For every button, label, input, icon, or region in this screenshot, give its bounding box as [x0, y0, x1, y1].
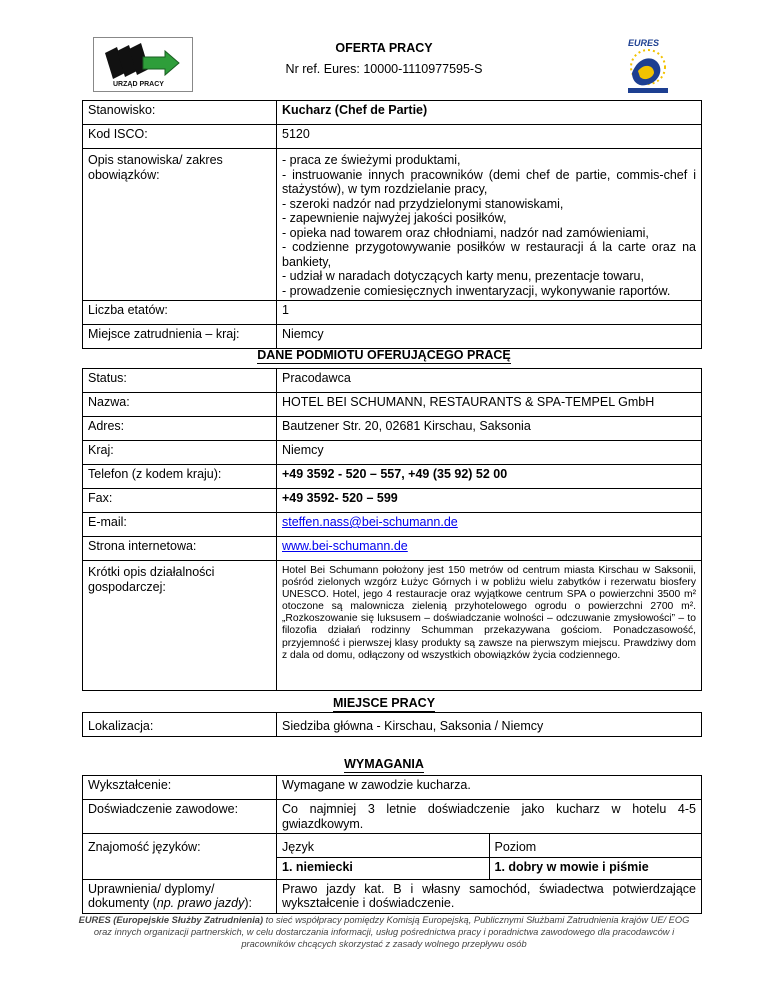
duties-label: Opis stanowiska/ zakres obowiązków: [83, 149, 277, 301]
list-item: - zapewnienie najwyżej jakości posiłków, [282, 211, 507, 225]
email-link[interactable]: steffen.nass@bei-schumann.de [282, 515, 458, 529]
education-label: Wykształcenie: [83, 776, 277, 800]
website-link[interactable]: www.bei-schumann.de [282, 539, 408, 553]
description-label: Krótki opis działalności gospodarczej: [83, 561, 277, 691]
employer-section-title: DANE PODMIOTU OFERUJĄCEGO PRACĘ [257, 348, 511, 362]
table-row [83, 325, 702, 349]
licenses-label-part-b: ): [244, 896, 252, 910]
table-row [83, 800, 702, 834]
status-label: Status: [83, 369, 277, 393]
list-item: - udział w naradach dotyczących karty menu, prezentacje towaru, [282, 269, 644, 283]
table-row [83, 465, 702, 489]
offer-table [82, 100, 702, 349]
table-row [83, 537, 702, 561]
position-value: Kucharz (Chef de Partie) [277, 101, 702, 125]
level-1: 1. dobry w mowie i piśmie [489, 857, 702, 879]
location-value: Siedziba główna - Kirschau, Saksonia / Niemcy [277, 713, 702, 737]
language-column-header: Język [277, 834, 490, 858]
phone-value: +49 3592 - 520 – 557, +49 (35 92) 52 00 [277, 465, 702, 489]
email-label: E-mail: [83, 513, 277, 537]
licenses-label-example: np. prawo jazdy [156, 896, 245, 910]
list-item: - instruowanie innych pracowników (demi chef de partie, commis-chef i stażystów), w tym rozdzielanie pracy, [282, 167, 696, 196]
email-cell [277, 513, 702, 537]
table-row [83, 713, 702, 737]
eures-footer-note [70, 914, 698, 950]
location-label: Lokalizacja: [83, 713, 277, 737]
footer-text: to sieć współpracy pomiędzy Komisją Europejską, Publicznymi Służbami Zatrudnienia krajów UE/ EOG oraz innych organizacji partnerskich, w celu dostarczania informacji, usług pośrednictwa pracy i poradnictwa zawodowego dla pracodawców i pracowników chcących skorzystać z zasady wolnego przepływu osób [93, 915, 690, 949]
footer-bold: EURES (Europejskie Służby Zatrudnienia) [78, 915, 264, 925]
licenses-value: Prawo jazdy kat. B i własny samochód, świadectwa potwierdzające wykształcenie i doświadczenie. [277, 879, 702, 913]
country-label: Miejsce zatrudnienia – kraj: [83, 325, 277, 349]
licenses-label-part-a: Uprawnienia/ dyplomy/ dokumenty ( [88, 881, 215, 910]
posts-value: 1 [277, 301, 702, 325]
name-label: Nazwa: [83, 393, 277, 417]
reference-number: Nr ref. Eures: 10000-1110977595-S [285, 62, 483, 76]
table-row [83, 149, 702, 301]
table-row [83, 101, 702, 125]
table-row [83, 301, 702, 325]
country-value: Niemcy [277, 325, 702, 349]
languages-label: Znajomość języków: [83, 834, 277, 880]
workplace-table [82, 712, 702, 737]
document-title: OFERTA PRACY [335, 41, 433, 55]
address-label: Adres: [83, 417, 277, 441]
eures-logo-text: EURES [628, 38, 660, 48]
list-item: - prowadzenie comiesięcznych inwentaryzacji, wykonywanie raportów. [282, 283, 671, 298]
table-row [83, 513, 702, 537]
experience-label: Doświadczenie zawodowe: [83, 800, 277, 834]
employer-country-value: Niemcy [277, 441, 702, 465]
workplace-section-title: MIEJSCE PRACY [332, 696, 436, 710]
list-item: - szeroki nadzór nad przydzielonymi stanowiskami, [282, 196, 564, 211]
fax-value: +49 3592- 520 – 599 [277, 489, 702, 513]
employer-country-label: Kraj: [83, 441, 277, 465]
website-cell [277, 537, 702, 561]
table-row [83, 441, 702, 465]
experience-value: Co najmniej 3 letnie doświadczenie jako kucharz w hotelu 4-5 gwiazdkowym. [277, 800, 702, 834]
isco-value: 5120 [277, 125, 702, 149]
posts-label: Liczba etatów: [83, 301, 277, 325]
name-value: HOTEL BEI SCHUMANN, RESTAURANTS & SPA-TEMPEL GmbH [277, 393, 702, 417]
duties-list [277, 149, 702, 301]
table-row [83, 417, 702, 441]
list-item: - codzienne przygotowywanie posiłków w restauracji á la carte oraz na bankiety, [282, 240, 696, 269]
table-row [83, 879, 702, 913]
requirements-section-title: WYMAGANIA [344, 757, 424, 771]
level-column-header: Poziom [489, 834, 702, 858]
logo-text: URZĄD PRACY [113, 81, 164, 88]
table-row [83, 369, 702, 393]
table-row [83, 834, 702, 858]
list-item: - opieka nad towarem oraz chłodniami, nadzór nad zamówieniami, [282, 225, 649, 240]
address-value: Bautzener Str. 20, 02681 Kirschau, Saksonia [277, 417, 702, 441]
status-value: Pracodawca [277, 369, 702, 393]
phone-label: Telefon (z kodem kraju): [83, 465, 277, 489]
table-row [83, 489, 702, 513]
language-1: 1. niemiecki [277, 857, 490, 879]
isco-label: Kod ISCO: [83, 125, 277, 149]
licenses-label [83, 879, 277, 913]
list-item: - praca ze świeżymi produktami, [282, 153, 461, 167]
fax-label: Fax: [83, 489, 277, 513]
description-value: Hotel Bei Schumann położony jest 150 metrów od centrum miasta Kirschau w Saksonii, pośród zielonych wzgórz Łużyc Górnych i w pobliżu wielu zabytków i rezerwatu biosfery UNESCO. Hotel, jego 4 restauracje oraz wyjątkowe centrum SPA o powierzchni 3500 m² otoczone są malownicza zielenią przyhotelowego ogrodu o powierzchni 2700 m². „Rozkoszowanie się luksusem – doświadczanie wolności – odczuwanie zmysłowości” – to filozofia działań rodzinny Schumman przekazywana gościom. Ponadczasowość, przyjemność i pierwszej klasy produkty są zawsze na pierwszym miejscu. Prawdziwy dom z dala od domu, odłączony od wszystkich obowiązków życia codziennego. [277, 561, 702, 691]
position-label: Stanowisko: [83, 101, 277, 125]
table-row [83, 776, 702, 800]
requirements-table [82, 775, 702, 914]
website-label: Strona internetowa: [83, 537, 277, 561]
table-row [83, 561, 702, 691]
education-value: Wymagane w zawodzie kucharza. [277, 776, 702, 800]
table-row [83, 393, 702, 417]
employer-table [82, 368, 702, 691]
table-row [83, 125, 702, 149]
